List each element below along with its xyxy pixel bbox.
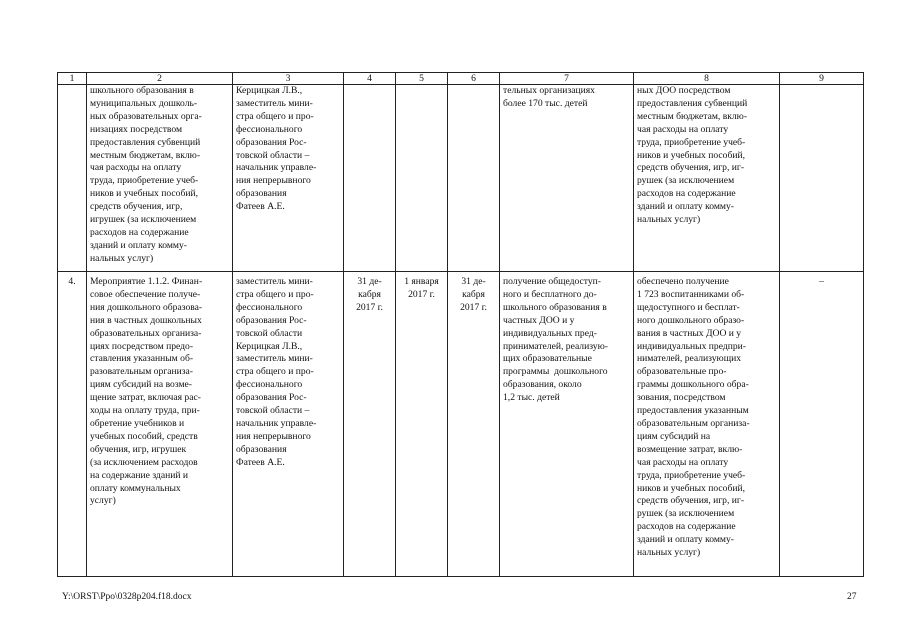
cell-text-line: тельных организациях [503, 85, 595, 96]
cell-text-line: расходов на содержание [637, 188, 736, 200]
cell-text-line: 31 де- [357, 276, 382, 287]
cell-text-line: ных образовательных орга- [90, 110, 202, 122]
cell-text-line: образовательные про- [637, 366, 727, 378]
cell-text-line: расходов на содержание [637, 521, 736, 533]
cell-text-line: разовательным организа- [90, 366, 193, 378]
cell-text-line: зданий и оплату комму- [90, 239, 188, 251]
header-cell: 7 [500, 73, 634, 85]
cell-text-line: товской области – [236, 405, 310, 417]
page-number: 27 [847, 592, 857, 602]
expected-result-cell [500, 85, 634, 272]
cell-text-line: ных ДОО посредством [637, 85, 731, 96]
cell-text-line: фессионального [236, 301, 303, 313]
cell-text-line: Керцицкая Л.В., [236, 85, 303, 96]
cell-text-line: зданий и оплату комму- [637, 534, 735, 546]
cell-text-line: ного дошкольного образо- [637, 314, 745, 326]
cell-text-line: кабря [358, 288, 381, 300]
cell-text-line: школьного образования в [503, 301, 607, 313]
measure-cell [87, 272, 233, 577]
cell-text-line: 1 января [404, 276, 439, 287]
cell-text-line: средств обучения, игр, иг- [637, 162, 745, 174]
cell-text-line: кабря [462, 288, 485, 300]
notes-cell: – [780, 272, 864, 577]
cell-text-line: Керцицкая Л.В., [236, 340, 303, 352]
cell-text-line: фессионального [236, 123, 303, 135]
cell-text-line: средств обучения, игр, иг- [637, 495, 745, 507]
cell-text-line: школьного образования в [90, 85, 194, 96]
program-table [57, 72, 864, 577]
cell-text-line: муниципальных дошколь- [90, 97, 198, 109]
cell-text-line: средств обучения, игр, [90, 201, 183, 213]
cell-text-line: вания в частных ДОО и у [637, 327, 742, 339]
date-cell [448, 85, 500, 272]
cell-text-line: более 170 тыс. детей [503, 97, 588, 109]
responsible-cell [233, 272, 344, 577]
cell-text-line: получение общедоступ- [503, 276, 601, 287]
table-row [58, 85, 864, 272]
header-cell: 2 [87, 73, 233, 85]
header-cell: 6 [448, 73, 500, 85]
expected-result-cell [500, 272, 634, 577]
cell-text-line: Фатеев А.Е. [236, 201, 285, 213]
cell-text-line: ников и учебных пособий, [637, 482, 746, 494]
cell-text-line: чая расходы на оплату [637, 456, 729, 468]
date-cell [396, 85, 448, 272]
header-cell: 9 [780, 73, 864, 85]
cell-text-line: расходов на содержание [90, 226, 189, 238]
actual-result-cell [634, 272, 780, 577]
cell-text-line: 1 723 воспитанниками об- [637, 288, 745, 300]
cell-text-line: стра общего и про- [236, 288, 314, 300]
cell-text-line: образования [236, 443, 287, 455]
cell-text-line: рушек (за исключением [637, 508, 735, 520]
cell-text-line: образования Рос- [236, 392, 307, 404]
cell-text-line: местным бюджетам, вклю- [90, 149, 201, 161]
cell-text-line: товской области – [236, 149, 310, 161]
cell-text-line: 31 де- [461, 276, 486, 287]
row-number-cell: 4. [58, 272, 87, 577]
cell-text-line: зования, посредством [637, 392, 726, 404]
table-row [58, 272, 864, 577]
header-cell: 8 [634, 73, 780, 85]
cell-text-line: индивидуальных предпри- [637, 340, 746, 352]
cell-text-line: заместитель мини- [236, 353, 313, 365]
cell-text-line: программы дошкольного [503, 366, 608, 378]
cell-text-line: 2017 г. [408, 288, 435, 300]
date-cell [344, 272, 396, 577]
cell-text-line: низациях посредством [90, 123, 183, 135]
cell-text-line: щедоступного и бесплат- [637, 301, 740, 313]
cell-text-line: труда, приобретение учеб- [90, 175, 199, 187]
cell-text-line: учебных пособий, средств [90, 430, 198, 442]
cell-text-line: начальник управле- [236, 162, 317, 174]
cell-text-line: ников и учебных пособий, [637, 149, 746, 161]
cell-text-line: нальных услуг) [90, 252, 154, 264]
cell-text-line: местным бюджетам, вклю- [637, 110, 748, 122]
cell-text-line: обретение учебников и [90, 417, 185, 429]
actual-result-cell [634, 85, 780, 272]
cell-text-line: ников и учебных пособий, [90, 188, 199, 200]
cell-text-line: труда, приобретение учеб- [637, 136, 746, 148]
cell-text-line: обеспечено получение [637, 276, 729, 287]
cell-text-line: щих образовательные [503, 353, 592, 365]
cell-text-line: возмещение затрат, вклю- [637, 443, 743, 455]
cell-text-line: образования Рос- [236, 314, 307, 326]
cell-text-line: принимателей, реализую- [503, 340, 608, 352]
cell-text-line: игрушек (за исключением [90, 214, 197, 226]
date-cell [448, 272, 500, 577]
cell-text-line: индивидуальных пред- [503, 327, 597, 339]
cell-text-line: ния непрерывного [236, 430, 311, 442]
cell-text-line: (за исключением расходов [90, 456, 198, 468]
cell-text-line: заместитель мини- [236, 276, 313, 287]
cell-text-line: 2017 г. [356, 301, 383, 313]
cell-text-line: частных ДОО и у [503, 314, 575, 326]
cell-text-line: образования [236, 188, 287, 200]
cell-text-line: труда, приобретение учеб- [637, 469, 746, 481]
header-row [58, 73, 864, 85]
cell-text-line: совое обеспечение получе- [90, 288, 201, 300]
measure-cell [87, 85, 233, 272]
cell-text-line: ния дошкольного образова- [90, 301, 203, 313]
notes-cell [780, 85, 864, 272]
header-cell: 4 [344, 73, 396, 85]
cell-text-line: чая расходы на оплату [637, 123, 729, 135]
cell-text-line: предоставления субвенций [637, 97, 748, 109]
cell-text-line: фессионального [236, 379, 303, 391]
cell-text-line: циям субсидий на [637, 430, 711, 442]
cell-text-line: рушек (за исключением [637, 175, 735, 187]
cell-text-line: предоставления субвенций [90, 136, 201, 148]
cell-text-line: чая расходы на оплату [90, 162, 182, 174]
cell-text-line: ходы на оплату труда, при- [90, 405, 200, 417]
cell-text-line: стра общего и про- [236, 110, 314, 122]
cell-text-line: 2017 г. [460, 301, 487, 313]
cell-text-line: ния непрерывного [236, 175, 311, 187]
cell-text-line: образования, около [503, 379, 582, 391]
header-cell: 1 [58, 73, 87, 85]
cell-text-line: услуг) [90, 495, 116, 507]
cell-text-line: ного и бесплатного до- [503, 288, 597, 300]
header-cell: 3 [233, 73, 344, 85]
cell-text-line: Фатеев А.Е. [236, 456, 285, 468]
cell-text-line: предоставления указанным [637, 405, 749, 417]
cell-text-line: на содержание зданий и [90, 469, 189, 481]
cell-text-line: нальных услуг) [637, 214, 701, 226]
header-cell: 5 [396, 73, 448, 85]
cell-text-line: нальных услуг) [637, 547, 701, 559]
cell-text-line: ставления указанным об- [90, 353, 194, 365]
cell-text-line: циях посредством предо- [90, 340, 194, 352]
cell-text-line: циям субсидий на возме- [90, 379, 193, 391]
cell-text-line: ния в частных дошкольных [90, 314, 202, 326]
cell-text-line: граммы дошкольного обра- [637, 379, 749, 391]
cell-text-line: начальник управле- [236, 417, 317, 429]
responsible-cell [233, 85, 344, 272]
cell-text-line: стра общего и про- [236, 366, 314, 378]
cell-text-line: оплату коммунальных [90, 482, 181, 494]
cell-text-line: образовательным организа- [637, 417, 750, 429]
date-cell [396, 272, 448, 577]
cell-text-line: образования Рос- [236, 136, 307, 148]
cell-text-line: товской области [236, 327, 303, 339]
cell-text-line: заместитель мини- [236, 97, 313, 109]
file-path-footer: Y:\ORST\Ppo\0328p204.f18.docx [62, 592, 192, 602]
cell-text-line: обучения, игр, игрушек [90, 443, 187, 455]
cell-text-line: зданий и оплату комму- [637, 201, 735, 213]
cell-text-line: Мероприятие 1.1.2. Финан- [90, 276, 203, 287]
cell-text-line: образовательных организа- [90, 327, 202, 339]
cell-text-line: нимателей, реализующих [637, 353, 742, 365]
row-number-cell [58, 85, 87, 272]
cell-text-line: щение затрат, включая рас- [90, 392, 201, 404]
date-cell [344, 85, 396, 272]
cell-text-line: 1,2 тыс. детей [503, 392, 560, 404]
